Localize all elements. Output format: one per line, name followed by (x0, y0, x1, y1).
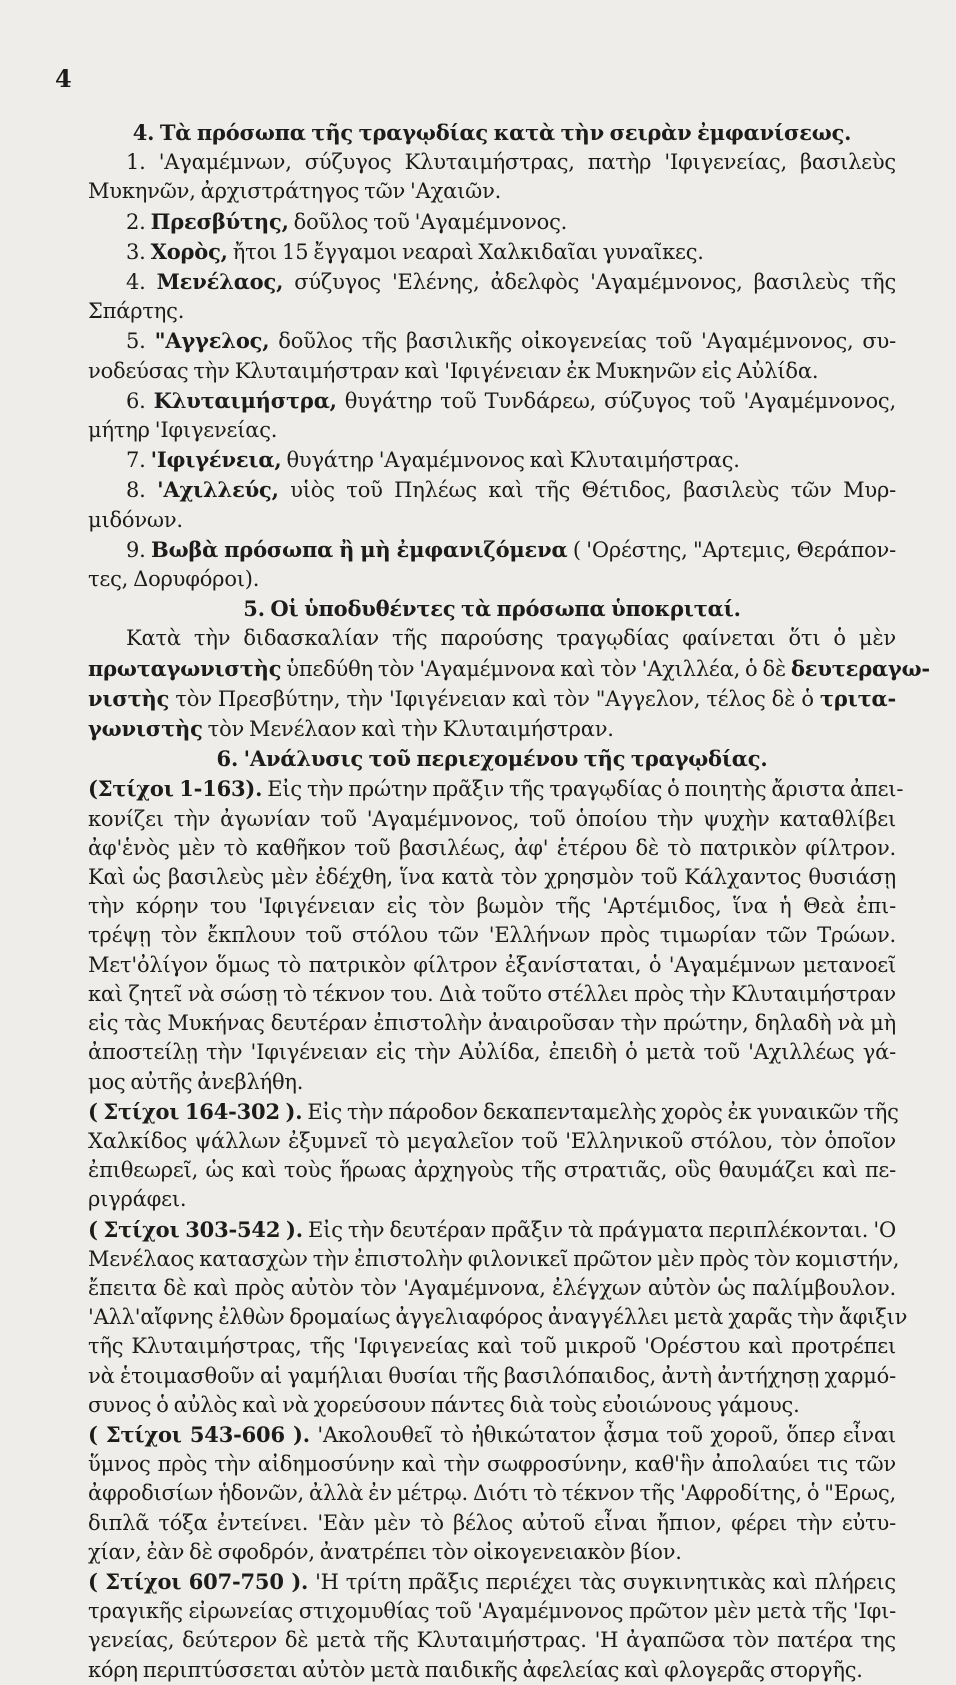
verse-range-label: ( Στίχοι 607-750 ). (88, 1568, 309, 1594)
character-item-continuation: τες, Δορυφόροι). (88, 567, 260, 592)
line-text: τρέψῃ τὸν ἔκπλουν τοῦ στόλου τῶν 'Ελλήνων πρὸς τιμωρίαν τῶν Τρώων. (88, 923, 896, 948)
section-6-heading: 6. 'Ανάλυσις τοῦ περιεχομένου τῆς τραγῳδίας. (216, 746, 768, 772)
character-name: Βωβὰ πρόσωπα ἢ μὴ ἐμφανιζόμενα (151, 536, 568, 562)
line-text: 'Αλλ'αἴφνης ἐλθὼν δρομαίως ἀγγελιαφόρος ἀναγγέλλει μετὰ χαρᾶς τὴν ἄφιξιν (88, 1305, 908, 1330)
paragraph-line (88, 1479, 896, 1508)
item-number: 1. (126, 150, 146, 175)
item-number: 7. (126, 448, 146, 473)
line-text: τραγικῆς εἰρωνείας στιχομυθίας τοῦ 'Αγαμέμνονος πρῶτον μὲν μετὰ τῆς 'Ιφι- (88, 1599, 896, 1624)
line-text: ἔπειτα δὲ καὶ πρὸς αὐτὸν τὸν 'Αγαμέμνονα, ἐλέγχων αὐτὸν ὡς παλίμβουλον. (88, 1275, 896, 1300)
paragraph-line (88, 951, 896, 980)
page-number: 4 (55, 64, 72, 93)
line-text: νὰ ἑτοιμασθοῦν αἱ γαμήλιαι θυσίαι τῆς βασιλόπαιδος, ἀντὴ ἀντήχησῃ χαρμό- (88, 1363, 896, 1388)
character-item (88, 148, 896, 177)
character-item-continuation: Μυκηνῶν, ἀρχιστράτηγος τῶν 'Αχαιῶν. (88, 179, 502, 204)
character-description: ἤτοι 15 ἔγγαμοι νεαραὶ Χαλκιδαῖαι γυναῖκες. (232, 239, 704, 264)
paragraph-line (88, 1597, 896, 1626)
character-item-continuation: μιδόνων. (88, 507, 183, 532)
line-text: Μετ'ὀλίγον ὅμως τὸ πατρικὸν φίλτρον ἐξανίσταται, ὁ 'Αγαμέμνων μετανοεῖ (88, 952, 896, 977)
section-5-line: γωνιστὴς τὸν Μενέλαον καὶ τὴν Κλυταιμήστραν. (88, 716, 614, 742)
paragraph-line (88, 980, 896, 1009)
paragraph-line (88, 1038, 896, 1067)
paragraph-line (88, 1567, 896, 1597)
paragraph-line (88, 805, 896, 834)
character-description: δοῦλος τῆς βασιλικῆς οἰκογενείας τοῦ 'Αγαμέμνονος, συ- (278, 329, 896, 354)
line-text: μος αὐτῆς ἀνεβλήθη. (88, 1069, 304, 1094)
paragraph-line (88, 1450, 896, 1479)
character-name: Κλυταιμήστρα, (153, 387, 337, 413)
line-text: καὶ ζητεῖ νὰ σώσῃ τὸ τέκνον του. Διὰ τοῦτο στέλλει πρὸς τὴν Κλυταιμήστραν (88, 981, 896, 1006)
paragraph-line (88, 1626, 896, 1655)
line-text: Εἰς τὴν πρώτην πρᾶξιν τῆς τραγῳδίας ὁ ποιητὴς ἄριστα ἀπει- (267, 777, 904, 802)
item-number: 4. (126, 270, 146, 295)
line-text: Χαλκίδος ψάλλων ἐξυμνεῖ τὸ μεγαλεῖον τοῦ 'Ελληνικοῦ στόλου, τὸν ὁποῖον (88, 1128, 896, 1153)
paragraph-line (88, 1303, 908, 1332)
verse-range-label: ( Στίχοι 303-542 ). (88, 1216, 303, 1242)
character-item (88, 207, 896, 237)
section-5-heading: 5. Οἱ ὑποδυθέντες τὰ πρόσωπα ὑποκριταί. (243, 596, 741, 622)
character-name: 'Αχιλλεύς, (157, 477, 279, 503)
line-text: κονίζει τὴν ἀγωνίαν τοῦ 'Αγαμέμνονος, τοῦ ὁποίου τὴν ψυχὴν καταθλίβει (88, 806, 896, 831)
character-list (88, 148, 896, 594)
paragraph-line (88, 1274, 896, 1303)
character-description: 'Αγαμέμνων, σύζυγος Κλυταιμήστρας, πατὴρ 'Ιφιγενείας, βασιλεὺς (158, 150, 896, 175)
paragraph-line (88, 1245, 900, 1274)
section-4-heading: 4. Τὰ πρόσωπα τῆς τραγῳδίας κατὰ τὴν σειρὰν ἐμφανίσεως. (132, 120, 852, 145)
character-item-continuation: νοδεύσας τὴν Κλυταιμήστραν καὶ 'Ιφιγένειαν ἐκ Μυκηνῶν εἰς Αὐλίδα. (88, 358, 819, 383)
character-description: υἱὸς τοῦ Πηλέως καὶ τῆς Θέτιδος, βασιλεὺς τῶν Μυρ- (290, 478, 896, 503)
item-number: 2. (126, 209, 146, 234)
paragraph-line (88, 1420, 896, 1450)
line-text: γενείας, δεύτερον δὲ μετὰ τῆς Κλυταιμήστρας. 'Η ἀγαπῶσα τὸν πατέρα της (88, 1628, 896, 1653)
character-description: σύζυγος 'Ελένης, ἀδελφὸς 'Αγαμέμνονος, βασιλεὺς τῆς (294, 270, 897, 295)
character-name: Πρεσβύτης, (150, 208, 289, 234)
verse-range-label: ( Στίχοι 164-302 ). (88, 1098, 303, 1124)
page-content (88, 118, 930, 1685)
paragraph-line (88, 834, 896, 863)
character-name: Μενέλαος, (156, 269, 284, 295)
character-item (88, 535, 896, 565)
line-text: τῆς Κλυταιμήστρας, τῆς 'Ιφιγενείας καὶ τοῦ μικροῦ 'Ορέστου καὶ προτρέπει (88, 1334, 896, 1359)
paragraph-line (88, 1362, 896, 1391)
line-text: Εἰς τὴν δευτέραν πρᾶξιν τὰ πράγματα περιπλέκονται. 'Ο (308, 1217, 896, 1242)
paragraph-line (88, 1156, 896, 1185)
character-name: 'Ιφιγένεια, (150, 447, 282, 473)
paragraph-line (88, 892, 896, 921)
character-item (88, 386, 896, 416)
paragraph-line (88, 1215, 896, 1245)
character-item-continuation: μήτηρ 'Ιφιγενείας. (88, 418, 278, 443)
line-text: εἰς τὰς Μυκήνας δευτέραν ἐπιστολὴν ἀναιροῦσαν τὴν πρώτην, δηλαδὴ νὰ μὴ (88, 1011, 896, 1036)
paragraph-line (88, 1127, 896, 1156)
character-description: ( 'Ορέστης, "Αρτεμις, Θεράπον- (572, 537, 896, 562)
line-text: Μενέλαος κατασχὼν τὴν ἐπιστολὴν φιλονικεῖ πρῶτον μὲν πρὸς τὸν κομιστήν, (88, 1246, 900, 1271)
paragraph-line (88, 1097, 899, 1127)
line-text: ἀφ'ἑνὸς μὲν τὸ καθῆκον τοῦ βασιλέως, ἀφ' ἑτέρου δὲ τὸ πατρικὸν φίλτρον. (88, 835, 896, 860)
line-text: διπλᾶ τόξα ἐντείνει. 'Εὰν μὲν τὸ βέλος αὐτοῦ εἶναι ἤπιον, φέρει τὴν εὐτυ- (88, 1510, 896, 1535)
character-item (88, 326, 896, 356)
line-text: Καὶ ὡς βασιλεὺς μὲν ἐδέχθη, ἵνα κατὰ τὸν χρησμὸν τοῦ Κάλχαντος θυσιάσῃ (88, 865, 896, 890)
paragraph-line (88, 1656, 896, 1685)
paragraph-line (88, 1538, 896, 1567)
line-text: ὕμνος πρὸς τὴν αἰδημοσύνην καὶ τὴν σωφροσύνην, καθ'ἣν ἀπολαύει τις τῶν (88, 1452, 896, 1477)
section-5-line: νιστὴς τὸν Πρεσβύτην, τὴν 'Ιφιγένειαν καὶ τὸν "Αγγελον, τέλος δὲ ὁ τριτα- (88, 685, 896, 711)
character-item-continuation: Σπάρτης. (88, 299, 185, 324)
line-text: ἀφροδισίων ἡδονῶν, ἀλλὰ ἐν μέτρῳ. Διότι τὸ τέκνον τῆς 'Αφροδίτης, ὁ "Ερως, (88, 1481, 896, 1506)
paragraph-line (88, 863, 896, 892)
paragraph-line (88, 774, 904, 804)
character-name: "Αγγελος, (154, 328, 270, 354)
character-item (88, 445, 896, 475)
content-analysis (88, 774, 908, 1684)
paragraph-line (88, 1332, 896, 1361)
paragraph-line (88, 1009, 896, 1038)
verse-range-label: ( Στίχοι 543-606 ). (88, 1421, 310, 1447)
line-text: τὴν κόρην του 'Ιφιγένειαν εἰς τὸν βωμὸν τῆς 'Αρτέμιδος, ἵνα ἡ Θεὰ ἐπι- (88, 894, 896, 919)
character-item (88, 237, 896, 267)
character-description: θυγάτηρ 'Αγαμέμνονος καὶ Κλυταιμήστρας. (286, 448, 740, 473)
paragraph-line (88, 1391, 896, 1420)
character-item (88, 475, 896, 505)
line-text: ριγράφει. (88, 1187, 187, 1212)
paragraph-line (88, 1509, 896, 1538)
line-text: ἀποστείλῃ τὴν 'Ιφιγένειαν εἰς τὴν Αὐλίδα, ἐπειδὴ ὁ μετὰ τοῦ 'Αχιλλέως γά- (88, 1040, 896, 1065)
verse-range-label: (Στίχοι 1-163). (88, 776, 263, 802)
paragraph-line (88, 1185, 896, 1214)
section-5-line: πρωταγωνιστὴς ὑπεδύθη τὸν 'Αγαμέμνονα καὶ τὸν 'Αχιλλέα, ὁ δὲ δευτεραγω- (88, 655, 930, 681)
character-name: Χορὸς, (150, 238, 228, 264)
character-description: δοῦλος τοῦ 'Αγαμέμνονος. (293, 209, 568, 234)
line-text: κόρη περιπτύσσεται αὐτὸν μετὰ παιδικῆς ἀφελείας καὶ φλογερᾶς στοργῆς. (88, 1657, 863, 1682)
line-text: ἐπιθεωρεῖ, ὡς καὶ τοὺς ἥρωας ἀρχηγοὺς τῆς στρατιᾶς, οὓς θαυμάζει καὶ πε- (88, 1158, 896, 1183)
character-description: θυγάτηρ τοῦ Τυνδάρεω, σύζυγος τοῦ 'Αγαμέμνονος, (344, 388, 896, 413)
character-item (88, 267, 896, 297)
paragraph-line (88, 921, 896, 950)
paragraph-line (88, 1068, 896, 1097)
line-text: χίαν, ἐὰν δὲ σφοδρόν, ἀνατρέπει τὸν οἰκογενειακὸν βίον. (88, 1539, 682, 1564)
item-number: 5. (126, 329, 146, 354)
line-text: 'Η τρίτη πρᾶξις περιέχει τὰς συγκινητικὰς καὶ πλήρεις (315, 1569, 896, 1594)
section-5-line: Κατὰ τὴν διδασκαλίαν τῆς παρούσης τραγῳδίας φαίνεται ὅτι ὁ μὲν (126, 626, 896, 651)
item-number: 9. (126, 537, 146, 562)
line-text: Εἰς τὴν πάροδον δεκαπενταμελὴς χορὸς ἐκ γυναικῶν τῆς (307, 1099, 899, 1124)
line-text: 'Ακολουθεῖ τὸ ἠθικώτατον ᾆσμα τοῦ χοροῦ, ὅπερ εἶναι (317, 1422, 896, 1447)
line-text: συνος ὁ αὐλὸς καὶ νὰ χορεύσουν πάντες διὰ τοὺς εὐοιώνους γάμους. (88, 1392, 800, 1417)
item-number: 6. (126, 388, 146, 413)
item-number: 3. (126, 239, 146, 264)
item-number: 8. (126, 478, 146, 503)
